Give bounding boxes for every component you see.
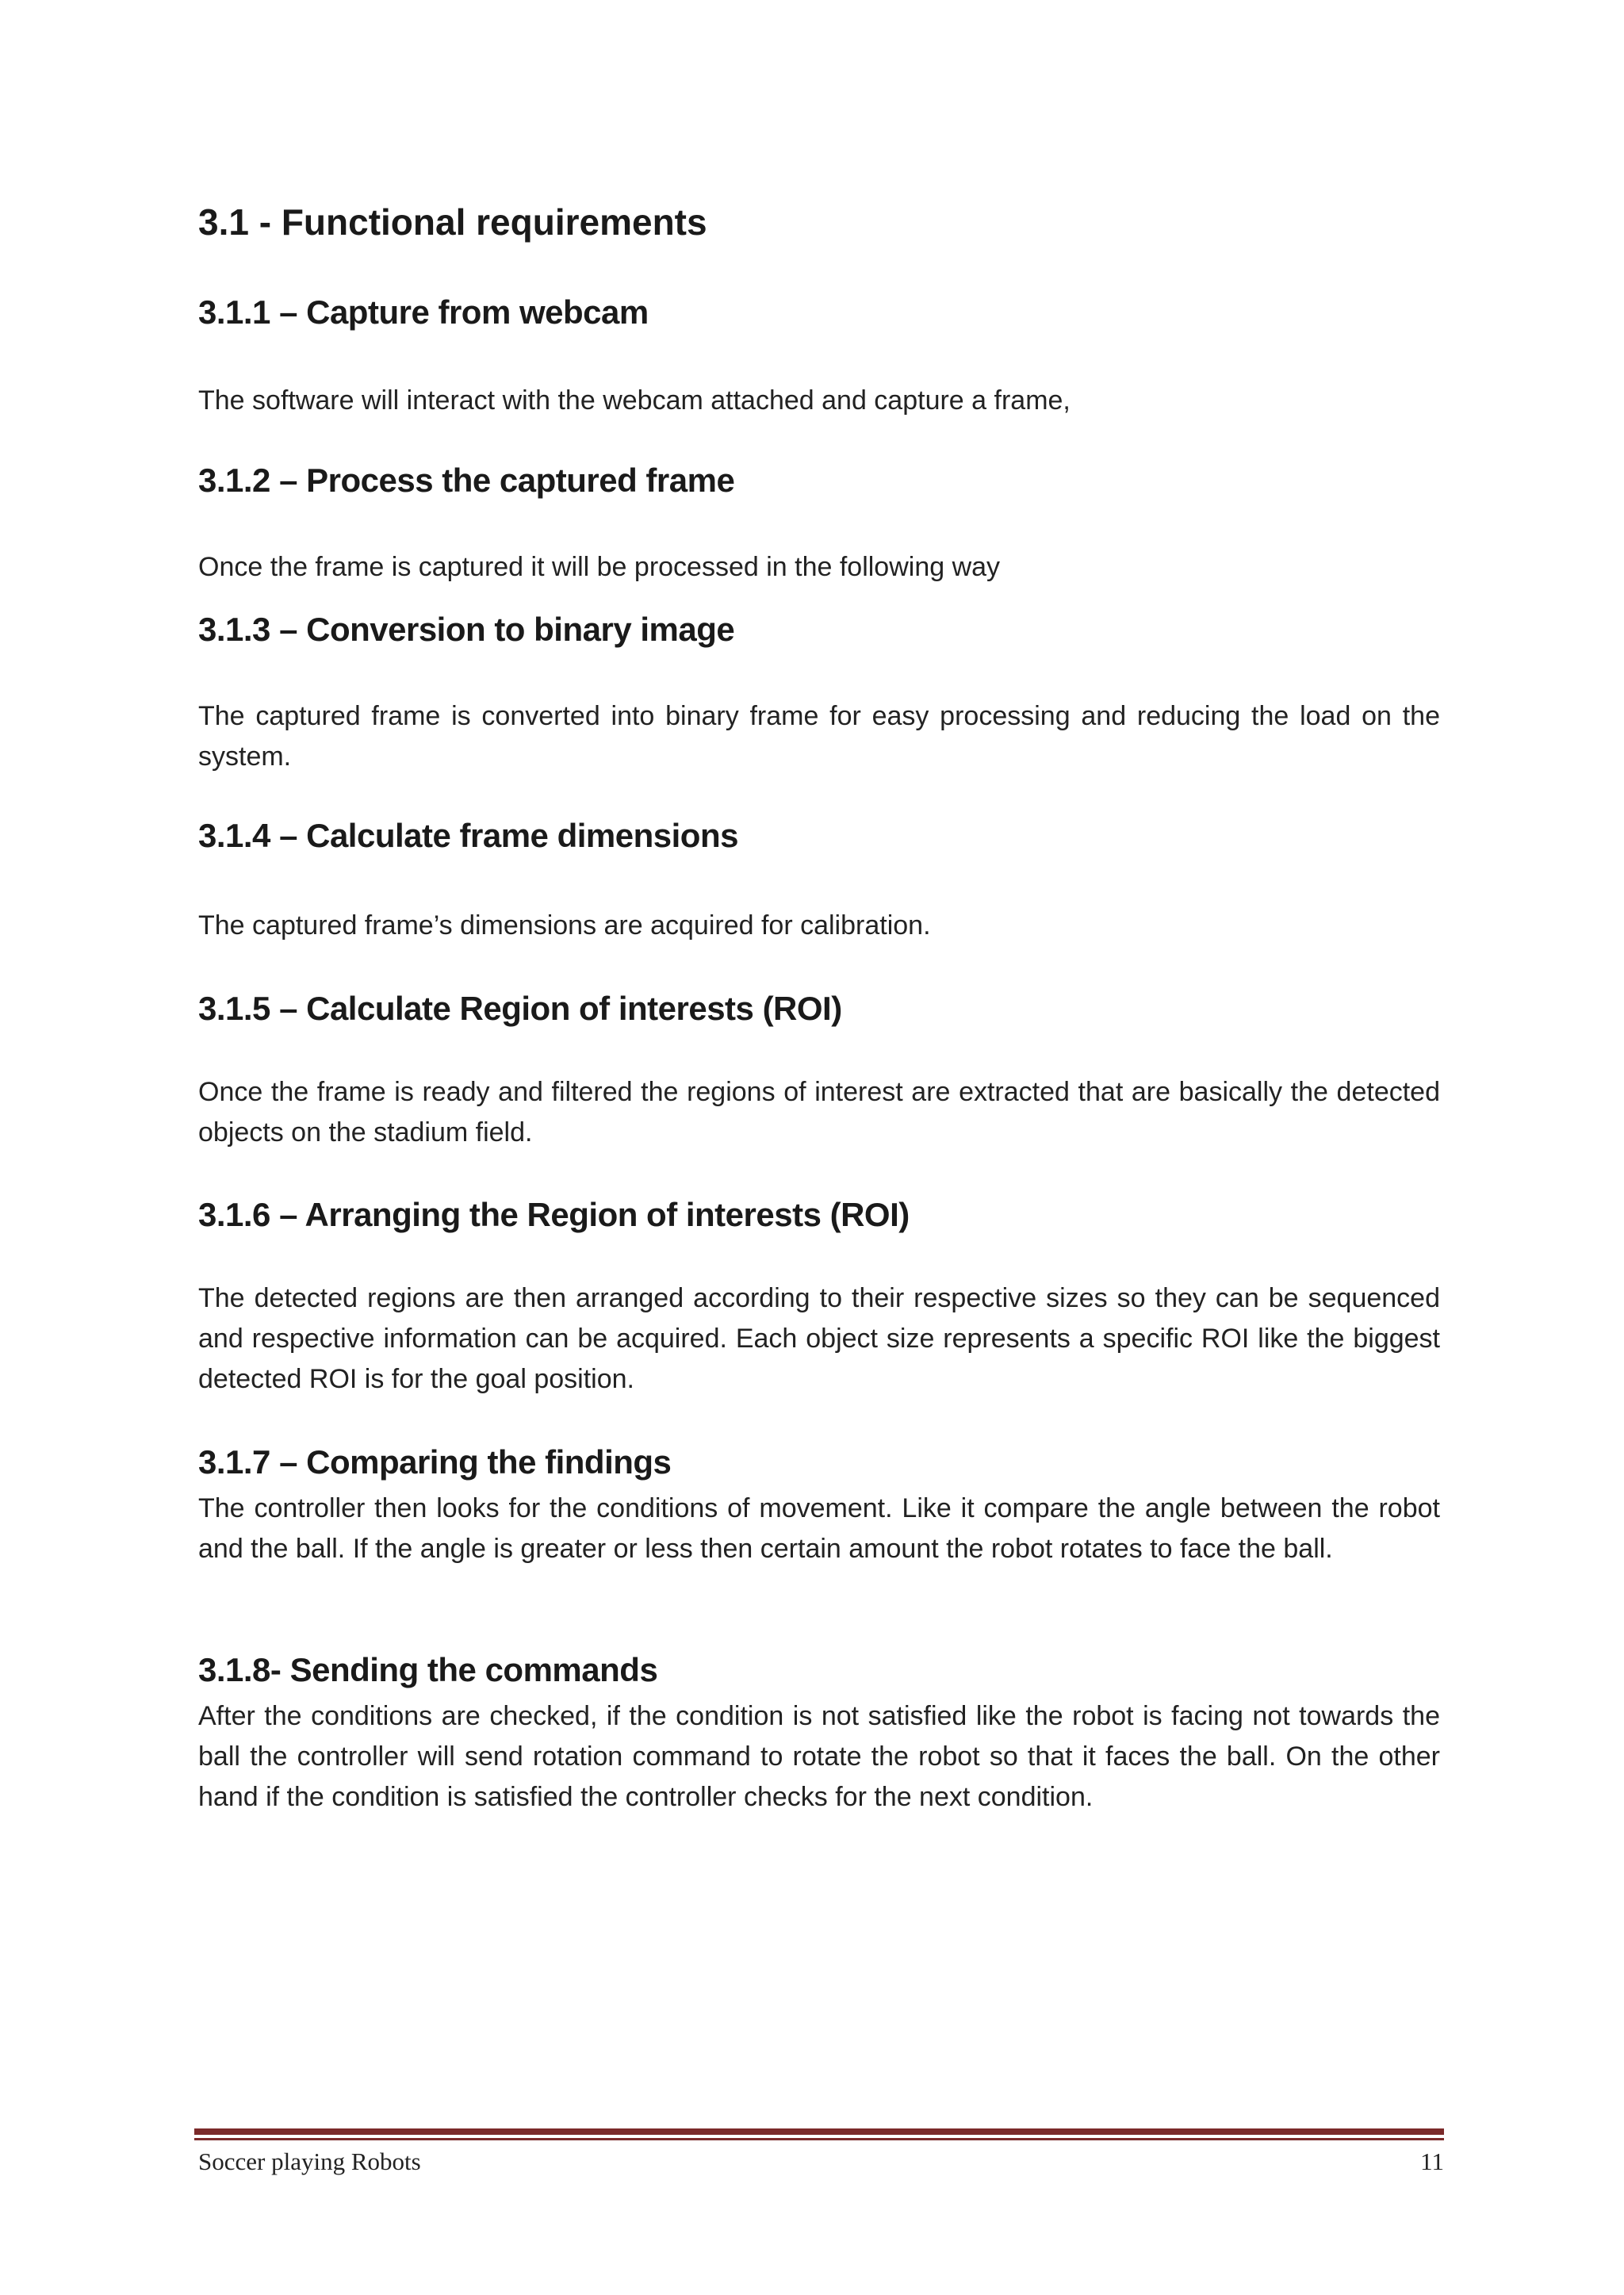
section-heading-3-1-2: 3.1.2 – Process the captured frame (198, 462, 735, 499)
section-heading-3-1-1: 3.1.1 – Capture from webcam (198, 293, 649, 331)
section-heading-3-1-8: 3.1.8- Sending the commands (198, 1651, 658, 1688)
section-body-3-1-2: Once the frame is captured it will be processed in the following way (198, 552, 1001, 582)
footer-page-number: 11 (1420, 2147, 1444, 2175)
section-body-3-1-7: The controller then looks for the conditions of movement. Like it compare the angle between the robot and the ball. If the angle is greater or less then certain amount the robot rotates to face the ball. (198, 1493, 1440, 1564)
section-heading-3-1-7: 3.1.7 – Comparing the findings (198, 1443, 672, 1481)
section-heading-3-1-6: 3.1.6 – Arranging the Region of interests (ROI) (198, 1196, 910, 1233)
footer-rule (194, 2128, 1444, 2135)
section-body-3-1-1: The software will interact with the webcam attached and capture a frame, (198, 385, 1071, 416)
footer-document-title: Soccer playing Robots (198, 2147, 421, 2175)
section-body-3-1-8: After the conditions are checked, if the condition is not satisfied like the robot is facing not towards the ball the controller will send rotation command to rotate the robot so that it faces the ball. On the other hand if the condition is satisfied the controller checks for the next condition. (198, 1701, 1440, 1812)
section-body-3-1-6: The detected regions are then arranged according to their respective sizes so they can be sequenced and respective information can be acquired. Each object size represents a specific ROI like the biggest detected ROI is for the goal position. (198, 1283, 1440, 1394)
footer-rule-thin (194, 2138, 1444, 2140)
section-heading-3-1-3: 3.1.3 – Conversion to binary image (198, 611, 735, 648)
page-title: 3.1 - Functional requirements (198, 201, 707, 243)
section-heading-3-1-4: 3.1.4 – Calculate frame dimensions (198, 817, 738, 854)
section-body-3-1-4: The captured frame’s dimensions are acquired for calibration. (198, 910, 931, 941)
section-heading-3-1-5: 3.1.5 – Calculate Region of interests (ROI) (198, 990, 842, 1027)
section-body-3-1-5: Once the frame is ready and filtered the regions of interest are extracted that are basically the detected objects on the stadium field. (198, 1077, 1440, 1148)
section-body-3-1-3: The captured frame is converted into binary frame for easy processing and reducing the load on the system. (198, 701, 1440, 772)
